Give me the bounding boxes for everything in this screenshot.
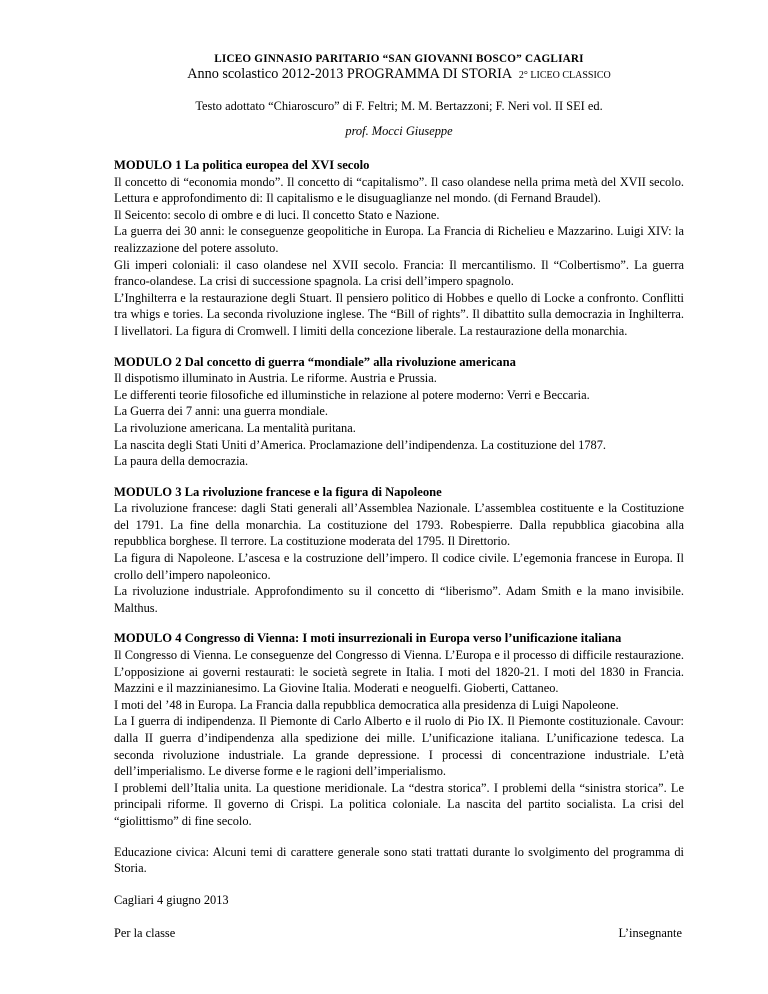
module-paragraph: I moti del ’48 in Europa. La Francia dalla repubblica democratica alla presidenza di Luigi Napoleone.: [114, 697, 619, 712]
module-paragraph: Le differenti teorie filosofiche ed illuminstiche in relazione al potere moderno: Verri e Beccaria.: [114, 387, 590, 402]
module-paragraph: Il concetto di “economia mondo”. Il concetto di “capitalismo”. Il caso olandese nella prima metà del XVII secolo. Lettura e approfondimento di: Il capitalismo e le disuguaglianze nel mondo. (di Fernand Braudel).: [114, 174, 684, 206]
document-page: [114, 50, 684, 941]
module-paragraph: Il Seicento: secolo di ombre e di luci. Il concetto Stato e Nazione.: [114, 207, 440, 222]
school-name: LICEO GINNASIO PARITARIO “SAN GIOVANNI BOSCO” CAGLIARI: [214, 53, 584, 65]
module-section: [114, 354, 684, 470]
program-title: [114, 66, 684, 83]
module-body: [114, 647, 684, 830]
module-section: [114, 484, 684, 617]
module-title: MODULO 1 La politica europea del XVI secolo: [114, 158, 370, 172]
class-label: 2° LICEO CLASSICO: [518, 70, 611, 81]
module-paragraph: Il dispotismo illuminato in Austria. Le riforme. Austria e Prussia.: [114, 371, 437, 386]
module-paragraph: La guerra dei 30 anni: le conseguenze geopolitiche in Europa. La Francia di Richelieu e Mazzarino. Luigi XIV: la realizzazione del potere assoluto.: [114, 224, 684, 255]
module-paragraph: L’Inghilterra e la restaurazione degli Stuart. Il pensiero politico di Hobbes e quello di Locke a confronto. Conflitti tra whigs e tories. La seconda rivoluzione inglese. The “Bill of rights”. Il dibattito sulla democrazia in Inghilterra. I livellatori. La figura di Cromwell. I limiti della concezione liberale. La restaurazione della monarchia.: [114, 290, 684, 338]
module-paragraph: La nascita degli Stati Uniti d’America. Proclamazione dell’indipendenza. La costituzione del 1787.: [114, 437, 607, 452]
module-section: [114, 630, 684, 829]
module-paragraph: La figura di Napoleone. L’ascesa e la costruzione dell’impero. Il codice civile. L’egemonia francese in Europa. Il crollo dell’impero napoleonico.: [114, 551, 684, 582]
program-year-title: Anno scolastico 2012-2013 PROGRAMMA DI STORIA: [187, 66, 512, 82]
module-body: [114, 370, 684, 470]
module-paragraph: Il Congresso di Vienna. Le conseguenze del Congresso di Vienna. L’Europa e il processo di difficile restaurazione. L’opposizione ai governi restaurati: le società segrete in Italia. I moti del 1820-21. I moti del 1830 in Francia. Mazzini e il mazzinianesimo. La Giovine Italia. Moderati e neoguelfi. Gioberti, Cattaneo.: [114, 648, 684, 696]
module-paragraph: La rivoluzione francese: dagli Stati generali all’Assemblea Nazionale. L’assemblea costituente e la Costituzione del 1791. La fine della monarchia. La costituzione del 1793. Robespierre. Dalla repubblica giacobina alla repubblica borghese. Il terrore. La costituzione moderata del 1795. Il Direttorio.: [114, 501, 684, 549]
module-title: MODULO 3 La rivoluzione francese e la figura di Napoleone: [114, 484, 442, 499]
textbook-line: Testo adottato “Chiaroscuro” di F. Feltri; M. M. Bertazzoni; F. Neri vol. II SEI ed.: [195, 99, 603, 113]
signature-row: [114, 926, 684, 941]
module-body: [114, 174, 684, 340]
class-signature-label: Per la classe: [114, 925, 176, 940]
modules-list: [114, 157, 684, 830]
module-paragraph: La rivoluzione americana. La mentalità puritana.: [114, 420, 356, 435]
document-header: [114, 53, 684, 139]
module-paragraph: La rivoluzione industriale. Approfondimento su il concetto di “liberismo”. Adam Smith e la mano invisibile. Malthus.: [114, 584, 684, 615]
document-date: Cagliari 4 giugno 2013: [114, 892, 229, 907]
module-paragraph: La I guerra di indipendenza. Il Piemonte di Carlo Alberto e il ruolo di Pio IX. Il Piemonte costituzionale. Cavour: dalla II guerra d’indipendenza alla spedizione dei mille. L’unificazione italiana. L’unificazione tedesca. La seconda rivoluzione industriale. La grande depressione. I processi di concentrazione industriale. L’età dell’imperialismo. Le diverse forme e le ragioni dell’imperialismo.: [114, 714, 684, 779]
module-paragraph: I problemi dell’Italia unita. La questione meridionale. La “destra storica”. I problemi della “sinistra storica”. Le principali riforme. Il governo di Crispi. La politica coloniale. La nascita del partito socialista. La crisi del “giolittismo” di fine secolo.: [114, 780, 684, 828]
teacher-signature-label: L’insegnante: [618, 925, 682, 940]
module-body: [114, 500, 684, 616]
module-paragraph: Gli imperi coloniali: il caso olandese nel XVII secolo. Francia: Il mercantilismo. Il “Colbertismo”. La guerra franco-olandese. La crisi di successione spagnola. La crisi dell’impero spagnolo.: [114, 257, 684, 289]
module-paragraph: La Guerra dei 7 anni: una guerra mondiale.: [114, 404, 328, 419]
module-paragraph: La paura della democrazia.: [114, 454, 249, 469]
module-title: MODULO 4 Congresso di Vienna: I moti insurrezionali in Europa verso l’unificazione italiana: [114, 631, 622, 646]
teacher-name: prof. Mocci Giuseppe: [345, 124, 453, 138]
module-title: MODULO 2 Dal concetto di guerra “mondiale” alla rivoluzione americana: [114, 354, 516, 369]
civics-note: Educazione civica: Alcuni temi di carattere generale sono stati trattati durante lo svolgimento del programma di Storia.: [114, 844, 684, 876]
module-section: [114, 157, 684, 340]
